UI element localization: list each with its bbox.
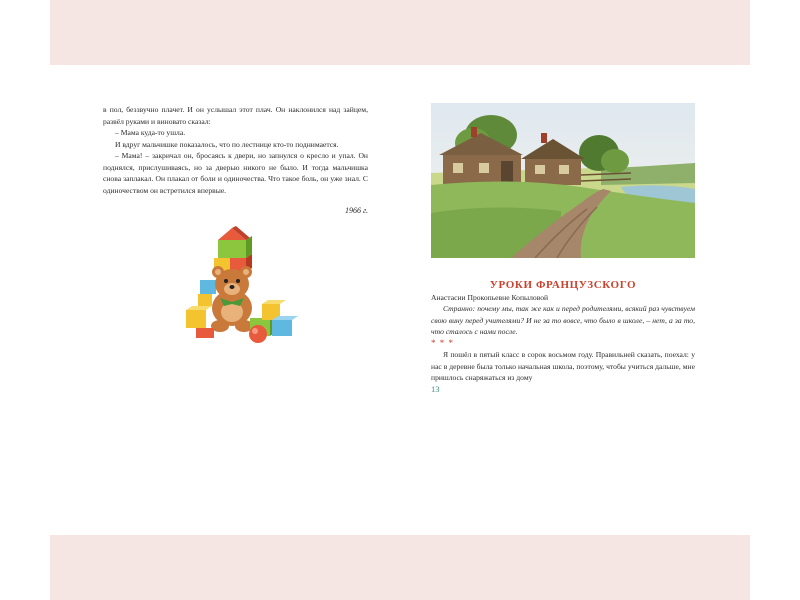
story-date: 1966 г. (344, 206, 368, 215)
left-paragraph: И вдруг мальчишке показалось, что по лестнице кто-то поднимается. (115, 139, 339, 149)
left-page (103, 104, 368, 217)
section-separator: * * * (431, 337, 454, 348)
bottom-margin-band (50, 535, 750, 600)
top-margin-band (50, 0, 750, 65)
right-page (431, 280, 695, 395)
dedication: Анастасии Прокопьевне Копыловой (431, 292, 549, 302)
story-body: Я пошёл в пятый класс в сорок восьмом году. Правильней сказать, поехал: у нас в деревне была только начальная школа, поэтому, чтобы учиться дальше, мне пришлось снаряжаться из дому (431, 350, 695, 382)
page-number: 13 (431, 383, 440, 394)
left-paragraph: – Мама! – закричал он, бросаясь к двери, но запнулся о кресло и упал. Он поднялся, прислушиваясь, но за дверью никого не было. И тогда мальчишка снова заплакал. Он плакал от боли и одиночества. Что такое боль, он уже знал. С одиночеством он встретился впервые. (103, 151, 368, 195)
story-title: УРОКИ ФРАНЦУЗСКОГО (489, 279, 637, 291)
left-paragraph: – Мама куда-то ушла. (115, 128, 186, 137)
teddy-bear-with-blocks-illustration (180, 224, 298, 346)
epigraph: Странно: почему мы, так же как и перед родителями, всякий раз чувствуем свою вину перед учителями? И не за то вовсе, что было в школе, – нет, а за то, что сталось с нами после. (431, 304, 695, 336)
left-paragraph: в пол, беззвучно плачет. И он услышал этот плач. Он наклонился над зайцем, развёл руками и виновато сказал: (103, 105, 368, 126)
village-landscape-illustration (431, 103, 695, 258)
